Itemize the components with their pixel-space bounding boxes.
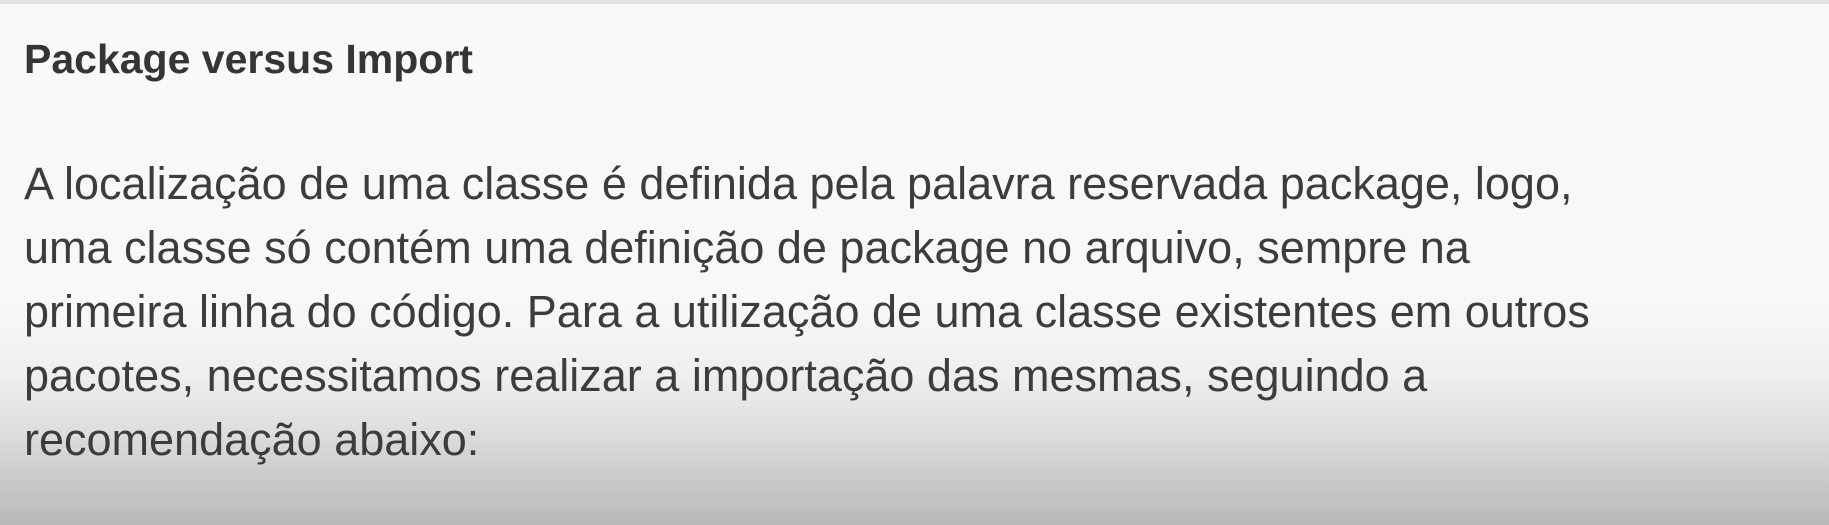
paragraph-line: primeira linha do código. Para a utilização de uma classe existentes em outros [24, 286, 1590, 337]
section-heading: Package versus Import [24, 36, 473, 82]
paragraph-line: recomendação abaixo: [24, 414, 480, 465]
paragraph-line: pacotes, necessitamos realizar a importação das mesmas, seguindo a [24, 350, 1428, 401]
paragraph-line: uma classe só contém uma definição de package no arquivo, sempre na [24, 222, 1470, 273]
section-paragraph [24, 152, 1814, 472]
document-page [0, 4, 1829, 525]
paragraph-line: A localização de uma classe é definida pela palavra reservada package, logo, [24, 158, 1573, 209]
